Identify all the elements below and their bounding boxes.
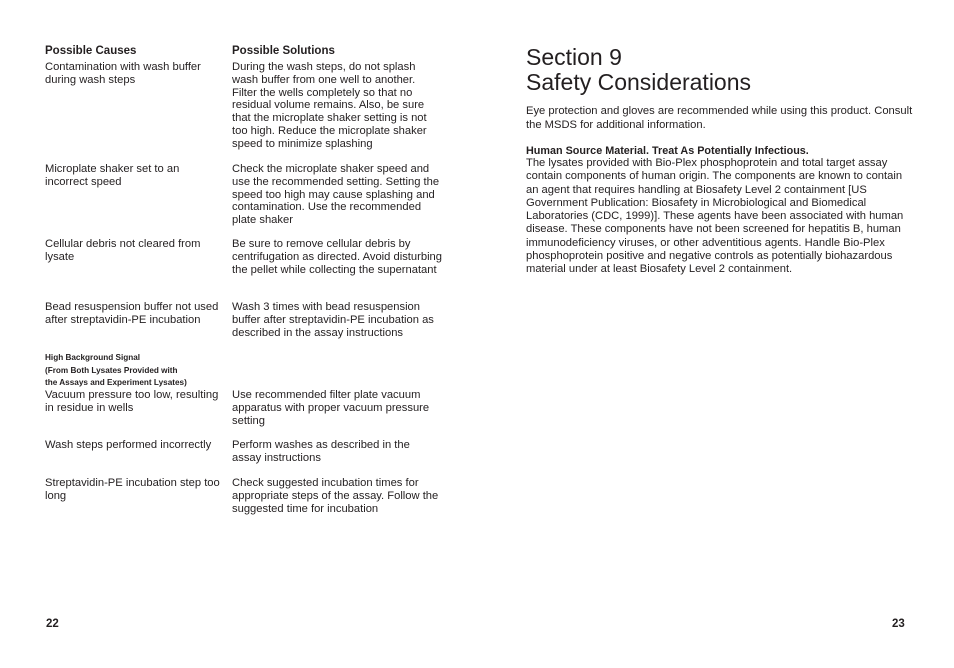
high-background-signal-subheading [45,352,245,390]
subheading-line: High Background Signal [45,353,141,362]
cause-text: Cellular debris not cleared from lysate [45,238,201,263]
right-page [477,0,954,668]
page-number-left: 22 [46,618,59,630]
section-title-line: Section 9 [526,44,622,70]
cause-text: Bead resuspension buffer not used after streptavidin-PE incubation [45,301,219,326]
solution-text: Check the microplate shaker speed and use the recommended setting. Setting the speed too high may cause splashing and contamination. Use the recommended plate shaker [232,163,440,227]
possible-causes-header: Possible Causes [45,45,137,57]
cause-text: Microplate shaker set to an incorrect speed [45,163,180,188]
possible-solutions-header: Possible Solutions [232,45,335,57]
intro-paragraph: Eye protection and gloves are recommended while using this product. Consult the MSDS for additional information. [526,105,913,131]
cause-text: Wash steps performed incorrectly [45,439,212,451]
subheading-line: the Assays and Experiment Lysates) [45,378,187,388]
page-number-right: 23 [892,618,905,630]
solution-text: Be sure to remove cellular debris by centrifugation as directed. Avoid disturbing the pellet while collecting the supernatant [232,238,442,276]
cause-text: Streptavidin-PE incubation step too long [45,477,220,502]
solution-text: Perform washes as described in the assay instructions [232,439,410,464]
cause-text: Vacuum pressure too low, resulting in residue in wells [45,389,219,414]
section-title [526,45,926,94]
hazard-paragraph: The lysates provided with Bio-Plex phosphoprotein and total target assay contain components of human origin. The components are known to contain an agent that requires handling at Biosafety Level 2 containment [US Government Publication: Biosafety in Microbiological and Biomedical Laboratories (CDC, 1999)]. These agents have been associated with human disease. These components have not been screened for hepatitis B, human immunodeficiency viruses, or other adventitious agents. Handle Bio-Plex phosphoprotein positive and negative controls as potentially biohazardous material under at least Biosafety Level 2 containment. [526,157,904,276]
subheading-line: (From Both Lysates Provided with [45,365,178,375]
solution-text: Use recommended filter plate vacuum apparatus with proper vacuum pressure setting [232,389,430,427]
solution-text: Wash 3 times with bead resuspension buffer after streptavidin-PE incubation as described in the assay instructions [232,301,434,339]
section-title-line: Safety Considerations [526,68,752,95]
solution-text: During the wash steps, do not splash wash buffer from one well to another. Filter the wells completely so that no residual volume remains. Also, be sure that the microplate shaker setting is not too high. Reduce the microplate shaker speed to minimize splashing [232,61,427,150]
hazard-heading: Human Source Material. Treat As Potentially Infectious. [526,145,809,157]
cause-text: Contamination with wash buffer during wash steps [45,61,201,86]
solution-text: Check suggested incubation times for appropriate steps of the assay. Follow the suggested time for incubation [232,477,439,515]
